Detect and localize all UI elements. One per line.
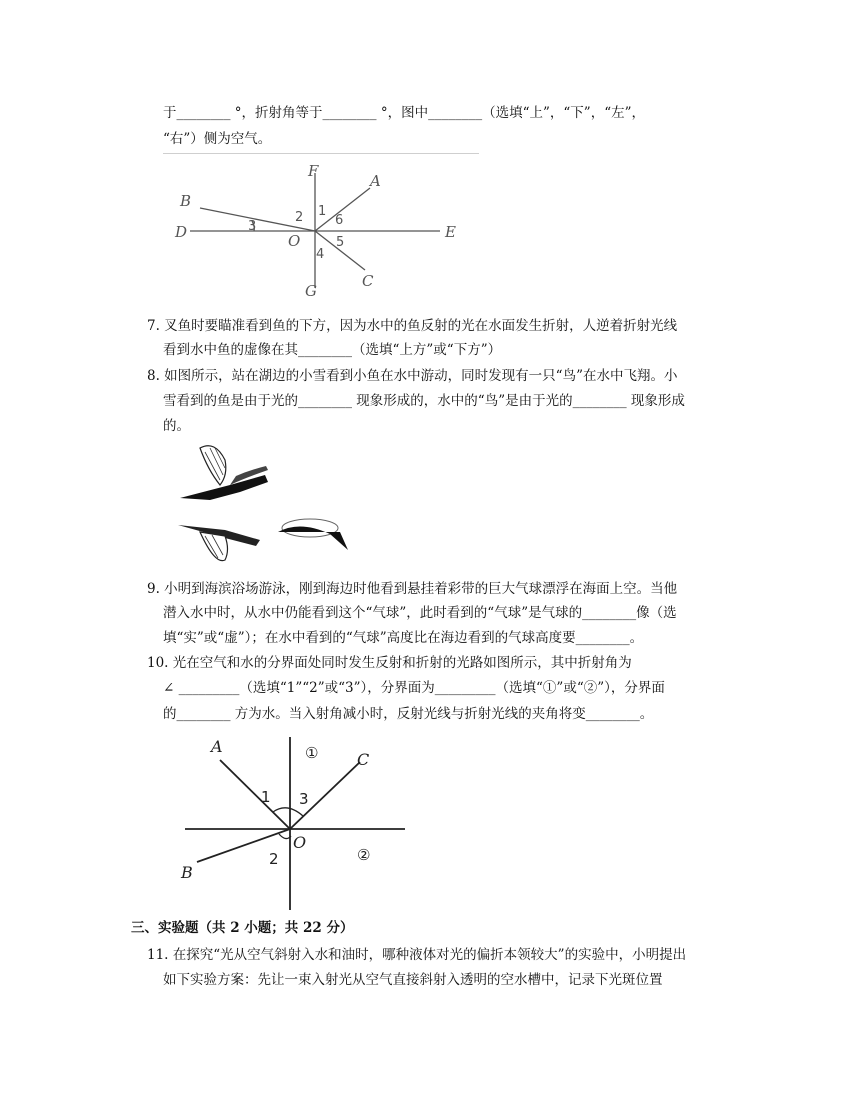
label-F: F [308,162,319,180]
q9-line-1: 9. 小明到海滨浴场游泳，刚到海边时他看到悬挂着彩带的巨大气球漂浮在海面上空。当他 [147,581,678,597]
q10-line-3: 的________ 方为水。当入射角减小时，反射光线与折射光线的夹角将变________。 [163,706,654,722]
label-A: A [370,172,381,190]
q10-line-1: 10. 光在空气和水的分界面处同时发生反射和折射的光路如图所示，其中折射角为 [147,655,632,671]
q8-line-1: 8. 如图所示，站在湖边的小雪看到小鱼在水中游动，同时发现有一只“鸟”在水中飞翔。小 [147,368,678,384]
label-C: C [357,750,370,769]
q7-line-1: 7. 叉鱼时要瞄准看到鱼的下方，因为水中的鱼反射的光在水面发生折射，人逆着折射光线 [147,318,678,334]
q9-line-3: 填“实”或“虚”）；在水中看到的“气球”高度比在海边看到的气球高度要________。 [163,630,644,646]
angle-1: 1 [318,204,327,219]
angle-3: 3 [299,790,309,808]
fish-icon [278,519,348,550]
angle-1: 1 [261,788,271,806]
medium-1-label: ① [305,744,319,762]
label-G: G [305,282,317,300]
label-A: A [211,737,223,756]
label-O: O [288,232,301,250]
q6-refraction-figure [170,158,470,303]
label-E: E [445,223,456,241]
angle-2: 2 [269,850,279,868]
q6-line-1: 于________ °，折射角等于________ °，图中________（选填“上”，“下”，“左”， [163,105,645,121]
label-C: C [362,272,374,290]
q10-light-path-figure [175,732,410,912]
bird-reflection-icon [178,525,260,561]
q8-line-3: 的。 [163,418,190,434]
angle-4: 4 [316,247,325,262]
angle-2: 2 [295,210,304,225]
q11-line-2: 如下实验方案：先让一束入射光从空气直接斜射入透明的空水槽中，记录下光斑位置 [163,972,663,988]
q8-line-2: 雪看到的鱼是由于光的________ 现象形成的，水中的“鸟”是由于光的________ 现象形成 [163,393,685,409]
label-B: B [180,192,192,210]
label-B: B [181,863,193,882]
q9-line-2: 潜入水中时，从水中仍能看到这个“气球”，此时看到的“气球”是气球的________像（选 [163,605,677,621]
bird-reflection-figure [170,440,355,570]
angle-6: 6 [335,213,344,228]
divider [163,153,479,154]
angle-3: 3 [248,219,257,234]
q11-line-1: 11. 在探究“光从空气斜射入水和油时，哪种液体对光的偏折本领较大”的实验中，小明提出 [147,947,687,963]
q6-line-2: “右”）侧为空气。 [163,131,272,147]
section-heading: 三、实验题（共 2 小题；共 22 分） [131,920,354,936]
q7-line-2: 看到水中鱼的虚像在其________（选填“上方”或“下方”） [163,342,502,358]
q10-line-2: ∠ _________（选填“1”“2”或“3”），分界面为_________（选填“①”或“②”），分界面 [163,680,665,696]
medium-2-label: ② [357,846,371,864]
angle-5: 5 [336,235,345,250]
bird-icon [180,446,268,500]
label-D: D [175,223,188,241]
label-O: O [293,833,307,852]
